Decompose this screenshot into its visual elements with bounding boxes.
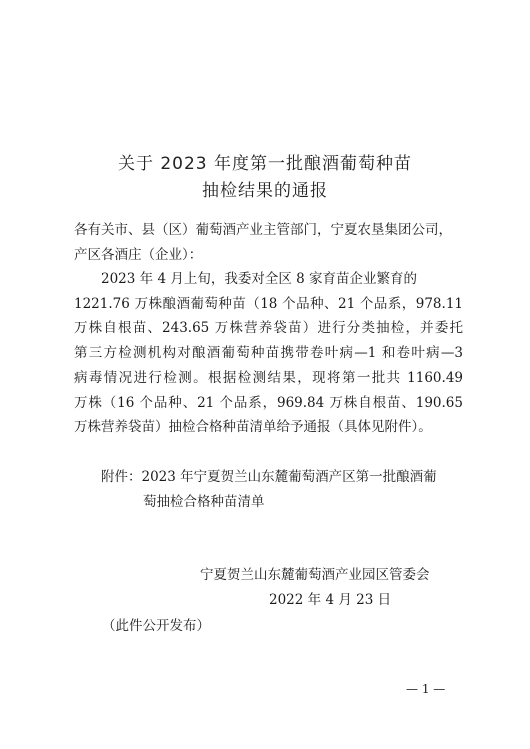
signature-organization: 宁夏贺兰山东麓葡萄酒产业园区管委会 [200,567,430,583]
body-line-5: 病毒情况进行检测。根据检测结果，现将第一批共 1160.49 [74,370,463,386]
addressee-line-1: 各有关市、县（区）葡萄酒产业主管部门，宁夏农垦集团公司， [74,222,452,238]
body-line-6: 万株（16 个品种、21 个品系，969.84 万株自根苗、190.65 [74,395,463,411]
body-line-2: 1221.76 万株酿酒葡萄种苗（18 个品种、21 个品系，978.11 [74,296,463,312]
document-title-line-1: 关于 2023 年度第一批酿酒葡萄种苗 [117,154,413,174]
body-line-7: 万株营养袋苗）抽检合格种苗清单给予通报（具体见附件）。 [74,419,432,435]
addressee-line-2: 产区各酒庄（企业）： [74,247,203,263]
body-line-4: 第三方检测机构对酿酒葡萄种苗携带卷叶病—1 和卷叶病—3 [74,345,463,361]
signature-date: 2022 年 4 月 23 日 [269,592,392,608]
publish-note: （此件公开发布） [102,618,210,634]
attachment-line-2: 萄抽检合格种苗清单 [143,494,265,510]
page-number: — 1 — [406,682,446,696]
body-line-1: 2023 年 4 月上旬，我委对全区 8 家育苗企业繁育的 [101,271,417,287]
body-line-3: 万株自根苗、243.65 万株营养袋苗）进行分类抽检，并委托 [74,320,463,336]
document-title-line-2: 抽检结果的通报 [202,181,328,201]
attachment-line-1: 附件：2023 年宁夏贺兰山东麓葡萄酒产区第一批酿酒葡 [101,469,437,485]
